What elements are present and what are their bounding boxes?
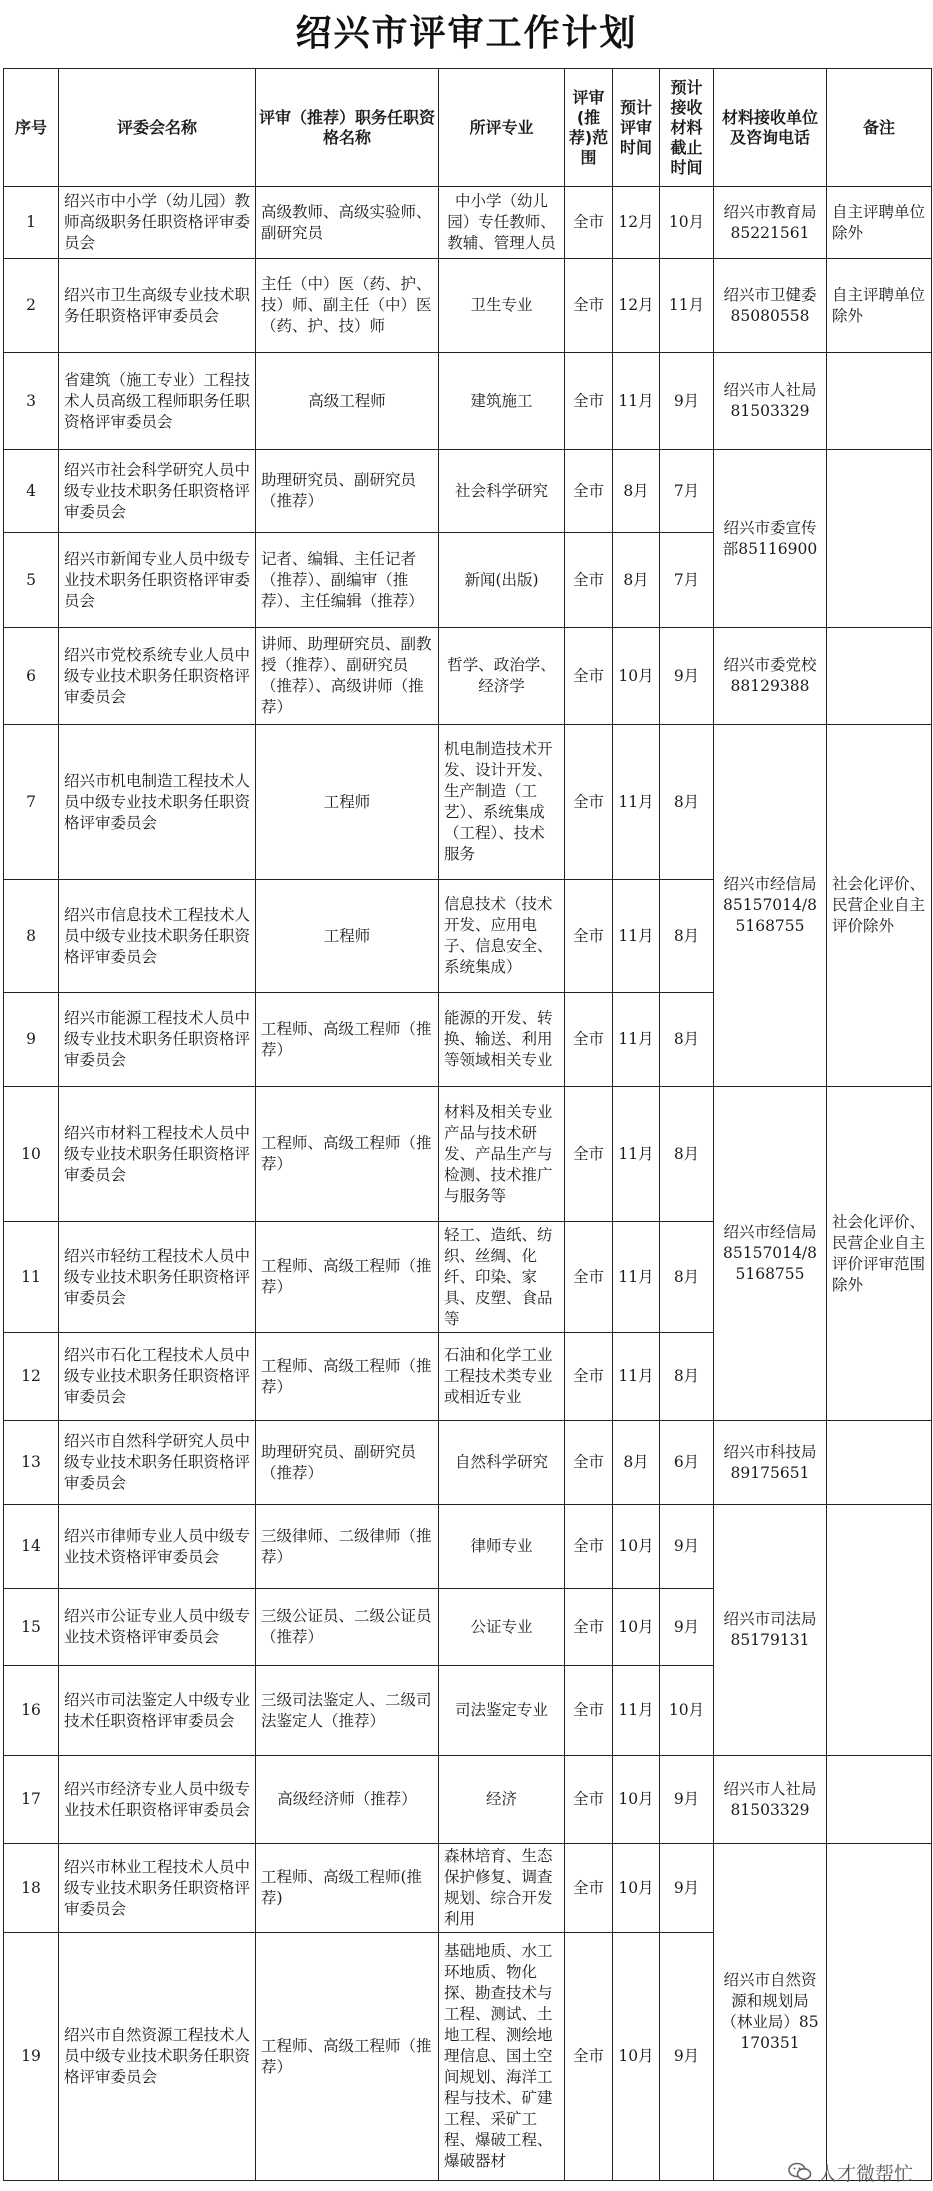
row-review-time: 10月 bbox=[613, 1933, 660, 2181]
row-no: 12 bbox=[4, 1333, 59, 1421]
row-contact: 绍兴市科技局89175651 bbox=[714, 1421, 827, 1505]
row-review-time: 8月 bbox=[613, 450, 660, 533]
row-major: 机电制造技术开发、设计开发、生产制造（工艺）、系统集成（工程）、技术服务 bbox=[439, 725, 565, 880]
row-no: 14 bbox=[4, 1505, 59, 1589]
row-contact: 绍兴市经信局85157014/85168755 bbox=[714, 725, 827, 1087]
row-scope: 全市 bbox=[565, 1087, 613, 1222]
row-scope: 全市 bbox=[565, 1333, 613, 1421]
row-major: 哲学、政治学、经济学 bbox=[439, 628, 565, 725]
row-note bbox=[827, 1421, 932, 1505]
row-review-time: 12月 bbox=[613, 187, 660, 259]
row-no: 10 bbox=[4, 1087, 59, 1222]
row-committee: 绍兴市律师专业人员中级专业技术资格评审委员会 bbox=[59, 1505, 256, 1589]
header-review-time: 预计评审时间 bbox=[613, 69, 660, 187]
row-review-time: 11月 bbox=[613, 725, 660, 880]
row-note: 自主评聘单位除外 bbox=[827, 187, 932, 259]
row-contact: 绍兴市自然资源和规划局（林业局）85170351 bbox=[714, 1844, 827, 2181]
row-major: 公证专业 bbox=[439, 1589, 565, 1666]
row-deadline: 9月 bbox=[660, 1589, 714, 1666]
row-committee: 绍兴市卫生高级专业技术职务任职资格评审委员会 bbox=[59, 259, 256, 353]
row-committee: 绍兴市机电制造工程技术人员中级专业技术职务任职资格评审委员会 bbox=[59, 725, 256, 880]
row-scope: 全市 bbox=[565, 533, 613, 628]
row-committee: 绍兴市信息技术工程技术人员中级专业技术职务任职资格评审委员会 bbox=[59, 880, 256, 993]
row-deadline: 7月 bbox=[660, 533, 714, 628]
row-major: 建筑施工 bbox=[439, 353, 565, 450]
row-title: 高级经济师（推荐） bbox=[256, 1756, 439, 1844]
row-committee: 绍兴市自然科学研究人员中级专业技术职务任职资格评审委员会 bbox=[59, 1421, 256, 1505]
row-review-time: 11月 bbox=[613, 353, 660, 450]
row-review-time: 10月 bbox=[613, 628, 660, 725]
row-major: 自然科学研究 bbox=[439, 1421, 565, 1505]
table-row bbox=[4, 725, 932, 880]
row-deadline: 10月 bbox=[660, 187, 714, 259]
row-title: 工程师、高级工程师(推荐) bbox=[256, 1844, 439, 1933]
row-title: 三级公证员、二级公证员（推荐） bbox=[256, 1589, 439, 1666]
row-deadline: 8月 bbox=[660, 1087, 714, 1222]
row-scope: 全市 bbox=[565, 628, 613, 725]
header-no: 序号 bbox=[4, 69, 59, 187]
table-row bbox=[4, 450, 932, 533]
row-scope: 全市 bbox=[565, 880, 613, 993]
row-review-time: 8月 bbox=[613, 533, 660, 628]
row-note bbox=[827, 1844, 932, 2181]
row-committee: 绍兴市自然资源工程技术人员中级专业技术职务任职资格评审委员会 bbox=[59, 1933, 256, 2181]
header-deadline: 预计接收材料截止时间 bbox=[660, 69, 714, 187]
table-row bbox=[4, 1421, 932, 1505]
row-committee: 绍兴市司法鉴定人中级专业技术任职资格评审委员会 bbox=[59, 1666, 256, 1756]
row-title: 高级工程师 bbox=[256, 353, 439, 450]
row-review-time: 11月 bbox=[613, 880, 660, 993]
row-deadline: 9月 bbox=[660, 1756, 714, 1844]
row-note bbox=[827, 1756, 932, 1844]
row-deadline: 9月 bbox=[660, 353, 714, 450]
row-deadline: 6月 bbox=[660, 1421, 714, 1505]
table-row bbox=[4, 1756, 932, 1844]
row-major: 新闻(出版) bbox=[439, 533, 565, 628]
table-row bbox=[4, 259, 932, 353]
row-title: 助理研究员、副研究员（推荐） bbox=[256, 450, 439, 533]
row-title: 主任（中）医（药、护、技）师、副主任（中）医（药、护、技）师 bbox=[256, 259, 439, 353]
row-scope: 全市 bbox=[565, 725, 613, 880]
header-scope: 评审(推荐)范围 bbox=[565, 69, 613, 187]
wechat-bubble-icon bbox=[788, 2162, 812, 2182]
row-deadline: 8月 bbox=[660, 1333, 714, 1421]
row-deadline: 11月 bbox=[660, 259, 714, 353]
row-no: 15 bbox=[4, 1589, 59, 1666]
row-scope: 全市 bbox=[565, 993, 613, 1087]
row-note bbox=[827, 628, 932, 725]
row-title: 工程师、高级工程师（推荐） bbox=[256, 1933, 439, 2181]
row-deadline: 8月 bbox=[660, 1222, 714, 1333]
row-committee: 绍兴市石化工程技术人员中级专业技术职务任职资格评审委员会 bbox=[59, 1333, 256, 1421]
row-major: 森林培育、生态保护修复、调查规划、综合开发利用 bbox=[439, 1844, 565, 1933]
row-deadline: 9月 bbox=[660, 1505, 714, 1589]
row-contact: 绍兴市教育局85221561 bbox=[714, 187, 827, 259]
table-row bbox=[4, 187, 932, 259]
row-scope: 全市 bbox=[565, 1933, 613, 2181]
row-no: 6 bbox=[4, 628, 59, 725]
row-deadline: 10月 bbox=[660, 1666, 714, 1756]
row-committee: 绍兴市新闻专业人员中级专业技术职务任职资格评审委员会 bbox=[59, 533, 256, 628]
row-major: 石油和化学工业工程技术类专业或相近专业 bbox=[439, 1333, 565, 1421]
row-contact: 绍兴市委党校88129388 bbox=[714, 628, 827, 725]
table-row bbox=[4, 1844, 932, 1933]
row-major: 能源的开发、转换、输送、利用等领域相关专业 bbox=[439, 993, 565, 1087]
row-scope: 全市 bbox=[565, 1844, 613, 1933]
row-committee: 绍兴市轻纺工程技术人员中级专业技术职务任职资格评审委员会 bbox=[59, 1222, 256, 1333]
row-major: 卫生专业 bbox=[439, 259, 565, 353]
row-note: 自主评聘单位除外 bbox=[827, 259, 932, 353]
row-contact: 绍兴市司法局85179131 bbox=[714, 1505, 827, 1756]
row-committee: 绍兴市经济专业人员中级专业技术任职资格评审委员会 bbox=[59, 1756, 256, 1844]
row-contact: 绍兴市委宣传部85116900 bbox=[714, 450, 827, 628]
row-deadline: 9月 bbox=[660, 1844, 714, 1933]
row-major: 司法鉴定专业 bbox=[439, 1666, 565, 1756]
row-deadline: 9月 bbox=[660, 628, 714, 725]
table-header-row bbox=[4, 69, 932, 187]
row-deadline: 9月 bbox=[660, 1933, 714, 2181]
row-contact: 绍兴市卫健委85080558 bbox=[714, 259, 827, 353]
watermark-text: 人才微帮忙 bbox=[817, 2162, 913, 2185]
row-no: 18 bbox=[4, 1844, 59, 1933]
row-title: 工程师、高级工程师（推荐） bbox=[256, 1222, 439, 1333]
row-committee: 省建筑（施工专业）工程技术人员高级工程师职务任职资格评审委员会 bbox=[59, 353, 256, 450]
table-row bbox=[4, 353, 932, 450]
row-no: 7 bbox=[4, 725, 59, 880]
row-committee: 绍兴市能源工程技术人员中级专业技术职务任职资格评审委员会 bbox=[59, 993, 256, 1087]
row-review-time: 12月 bbox=[613, 259, 660, 353]
page-title: 绍兴市评审工作计划 bbox=[295, 13, 638, 54]
row-major: 轻工、造纸、纺织、丝绸、化纤、印染、家具、皮塑、食品等 bbox=[439, 1222, 565, 1333]
row-no: 17 bbox=[4, 1756, 59, 1844]
row-scope: 全市 bbox=[565, 1589, 613, 1666]
header-note: 备注 bbox=[827, 69, 932, 187]
row-deadline: 8月 bbox=[660, 993, 714, 1087]
row-scope: 全市 bbox=[565, 1505, 613, 1589]
review-plan-table bbox=[3, 68, 932, 2181]
row-scope: 全市 bbox=[565, 1666, 613, 1756]
row-title: 讲师、助理研究员、副教授（推荐）、副研究员（推荐）、高级讲师（推荐） bbox=[256, 628, 439, 725]
row-no: 5 bbox=[4, 533, 59, 628]
row-no: 4 bbox=[4, 450, 59, 533]
row-scope: 全市 bbox=[565, 1222, 613, 1333]
table-row bbox=[4, 1087, 932, 1222]
header-committee: 评委会名称 bbox=[59, 69, 256, 187]
row-committee: 绍兴市林业工程技术人员中级专业技术职务任职资格评审委员会 bbox=[59, 1844, 256, 1933]
row-title: 高级教师、高级实验师、副研究员 bbox=[256, 187, 439, 259]
row-deadline: 7月 bbox=[660, 450, 714, 533]
row-major: 信息技术（技术开发、应用电子、信息安全、系统集成） bbox=[439, 880, 565, 993]
row-review-time: 11月 bbox=[613, 1222, 660, 1333]
row-scope: 全市 bbox=[565, 187, 613, 259]
row-committee: 绍兴市党校系统专业人员中级专业技术职务任职资格评审委员会 bbox=[59, 628, 256, 725]
row-major: 社会科学研究 bbox=[439, 450, 565, 533]
row-note: 社会化评价、民营企业自主评价除外 bbox=[827, 725, 932, 1087]
row-title: 工程师 bbox=[256, 725, 439, 880]
row-no: 9 bbox=[4, 993, 59, 1087]
row-title: 三级司法鉴定人、二级司法鉴定人（推荐） bbox=[256, 1666, 439, 1756]
row-committee: 绍兴市中小学（幼儿园）教师高级职务任职资格评审委员会 bbox=[59, 187, 256, 259]
row-scope: 全市 bbox=[565, 353, 613, 450]
row-review-time: 10月 bbox=[613, 1505, 660, 1589]
row-title: 记者、编辑、主任记者（推荐）、副编审（推荐）、主任编辑（推荐） bbox=[256, 533, 439, 628]
row-title: 三级律师、二级律师（推荐） bbox=[256, 1505, 439, 1589]
row-review-time: 11月 bbox=[613, 1087, 660, 1222]
row-note bbox=[827, 450, 932, 628]
row-major: 材料及相关专业产品与技术研发、产品生产与检测、技术推广与服务等 bbox=[439, 1087, 565, 1222]
row-major: 中小学（幼儿园）专任教师、教辅、管理人员 bbox=[439, 187, 565, 259]
row-review-time: 11月 bbox=[613, 1333, 660, 1421]
row-scope: 全市 bbox=[565, 259, 613, 353]
row-major: 律师专业 bbox=[439, 1505, 565, 1589]
row-title: 工程师 bbox=[256, 880, 439, 993]
watermark bbox=[788, 2157, 913, 2187]
row-title: 助理研究员、副研究员（推荐） bbox=[256, 1421, 439, 1505]
row-deadline: 8月 bbox=[660, 725, 714, 880]
row-committee: 绍兴市社会科学研究人员中级专业技术职务任职资格评审委员会 bbox=[59, 450, 256, 533]
table-row bbox=[4, 1505, 932, 1589]
row-scope: 全市 bbox=[565, 1756, 613, 1844]
row-note bbox=[827, 1505, 932, 1756]
row-no: 13 bbox=[4, 1421, 59, 1505]
header-major: 所评专业 bbox=[439, 69, 565, 187]
row-review-time: 10月 bbox=[613, 1589, 660, 1666]
header-contact: 材料接收单位及咨询电话 bbox=[714, 69, 827, 187]
row-no: 1 bbox=[4, 187, 59, 259]
row-committee: 绍兴市公证专业人员中级专业技术资格评审委员会 bbox=[59, 1589, 256, 1666]
row-committee: 绍兴市材料工程技术人员中级专业技术职务任职资格评审委员会 bbox=[59, 1087, 256, 1222]
row-note: 社会化评价、民营企业自主评价评审范围除外 bbox=[827, 1087, 932, 1421]
row-review-time: 11月 bbox=[613, 993, 660, 1087]
row-no: 8 bbox=[4, 880, 59, 993]
header-title: 评审（推荐）职务任职资格名称 bbox=[256, 69, 439, 187]
row-major: 基础地质、水工环地质、物化探、勘查技术与工程、测试、土地工程、测绘地理信息、国土空间规划、海洋工程与技术、矿建工程、采矿工程、爆破工程、爆破器材 bbox=[439, 1933, 565, 2181]
row-no: 2 bbox=[4, 259, 59, 353]
row-contact: 绍兴市经信局85157014/85168755 bbox=[714, 1087, 827, 1421]
row-scope: 全市 bbox=[565, 450, 613, 533]
table-row bbox=[4, 628, 932, 725]
row-contact: 绍兴市人社局81503329 bbox=[714, 1756, 827, 1844]
row-no: 3 bbox=[4, 353, 59, 450]
row-no: 16 bbox=[4, 1666, 59, 1756]
row-no: 19 bbox=[4, 1933, 59, 2181]
row-major: 经济 bbox=[439, 1756, 565, 1844]
row-review-time: 10月 bbox=[613, 1756, 660, 1844]
row-review-time: 10月 bbox=[613, 1844, 660, 1933]
row-no: 11 bbox=[4, 1222, 59, 1333]
row-title: 工程师、高级工程师（推荐） bbox=[256, 993, 439, 1087]
row-review-time: 11月 bbox=[613, 1666, 660, 1756]
row-contact: 绍兴市人社局81503329 bbox=[714, 353, 827, 450]
row-scope: 全市 bbox=[565, 1421, 613, 1505]
row-title: 工程师、高级工程师（推荐） bbox=[256, 1333, 439, 1421]
row-note bbox=[827, 353, 932, 450]
row-title: 工程师、高级工程师（推荐） bbox=[256, 1087, 439, 1222]
row-review-time: 8月 bbox=[613, 1421, 660, 1505]
row-deadline: 8月 bbox=[660, 880, 714, 993]
